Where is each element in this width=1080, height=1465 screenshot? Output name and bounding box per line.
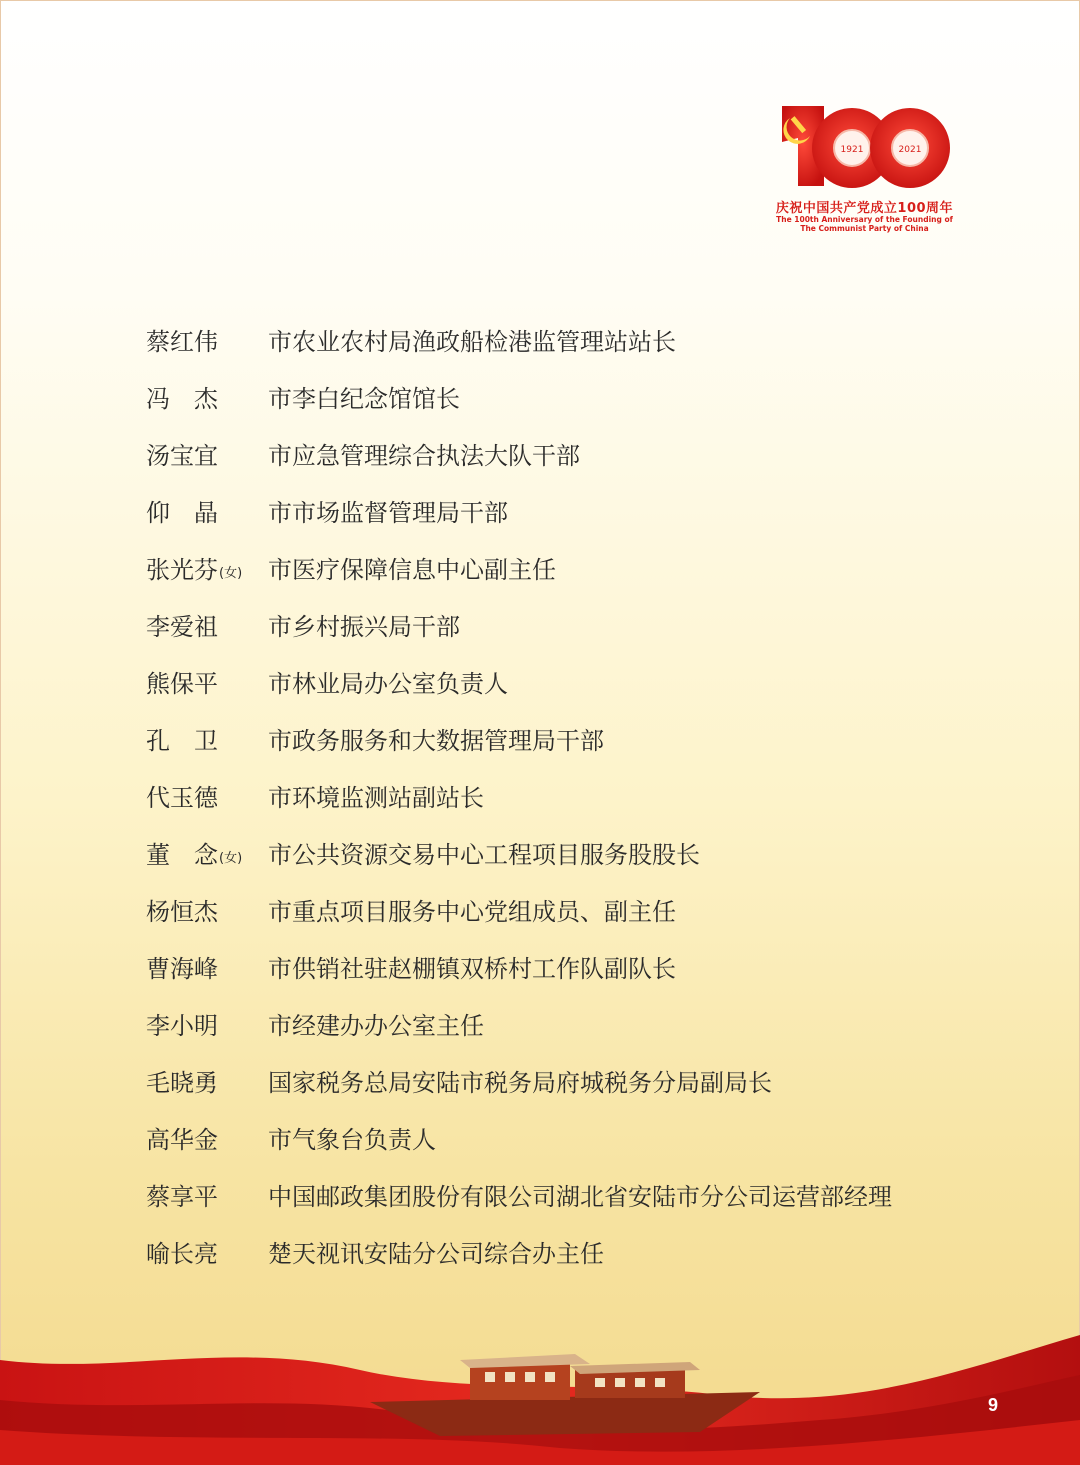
list-item	[146, 774, 1026, 831]
list-item	[146, 432, 1026, 489]
person-name-text: 曹海峰	[146, 955, 218, 983]
list-item	[146, 831, 1026, 888]
list-item	[146, 945, 1026, 1002]
list-item	[146, 660, 1026, 717]
logo-caption-en-1: The 100th Anniversary of the Founding of	[776, 215, 953, 225]
list-item	[146, 717, 1026, 774]
person-title: 国家税务总局安陆市税务局府城税务分局副局长	[268, 1069, 772, 1097]
roster-list	[146, 318, 1026, 1287]
person-name	[146, 1177, 218, 1212]
person-name	[146, 1234, 218, 1269]
person-name	[146, 835, 242, 870]
logo-caption-en-2: The Communist Party of China	[800, 223, 929, 233]
person-name	[146, 1063, 218, 1098]
list-item	[146, 1116, 1026, 1173]
person-title: 市乡村振兴局干部	[268, 613, 460, 641]
person-name	[146, 949, 218, 984]
list-item	[146, 318, 1026, 375]
person-title: 市政务服务和大数据管理局干部	[268, 727, 604, 755]
person-name-text: 冯 杰	[146, 385, 218, 413]
list-item	[146, 603, 1026, 660]
centenary-emblem-icon	[772, 98, 957, 198]
list-item	[146, 1059, 1026, 1116]
person-name	[146, 550, 242, 585]
person-name	[146, 607, 218, 642]
person-title: 市医疗保障信息中心副主任	[268, 556, 556, 584]
person-name-text: 董 念	[146, 841, 218, 869]
person-name	[146, 493, 218, 528]
person-name	[146, 322, 218, 357]
logo-year-2021: 2021	[898, 145, 922, 155]
person-name-text: 代玉德	[146, 784, 218, 812]
person-name-text: 高华金	[146, 1126, 218, 1154]
person-title: 市经建办办公室主任	[268, 1012, 484, 1040]
person-name-text: 蔡红伟	[146, 328, 218, 356]
person-name-text: 李小明	[146, 1012, 218, 1040]
person-title: 市重点项目服务中心党组成员、副主任	[268, 898, 676, 926]
list-item	[146, 375, 1026, 432]
list-item	[146, 1230, 1026, 1287]
person-title: 市农业农村局渔政船检港监管理站站长	[268, 328, 676, 356]
logo-caption-cn: 庆祝中国共产党成立100周年	[775, 201, 954, 216]
person-name	[146, 436, 218, 471]
list-item	[146, 546, 1026, 603]
person-title: 市公共资源交易中心工程项目服务股股长	[268, 841, 700, 869]
person-title: 市市场监督管理局干部	[268, 499, 508, 527]
person-name-text: 李爱祖	[146, 613, 218, 641]
list-item	[146, 1002, 1026, 1059]
list-item	[146, 489, 1026, 546]
person-title: 市林业局办公室负责人	[268, 670, 508, 698]
gender-note: (女)	[219, 851, 243, 866]
person-title: 楚天视讯安陆分公司综合办主任	[268, 1240, 604, 1268]
person-title: 市供销社驻赵棚镇双桥村工作队副队长	[268, 955, 676, 983]
person-title: 市李白纪念馆馆长	[268, 385, 460, 413]
person-title: 市气象台负责人	[268, 1126, 436, 1154]
person-name-text: 杨恒杰	[146, 898, 218, 926]
person-title: 市环境监测站副站长	[268, 784, 484, 812]
person-name-text: 熊保平	[146, 670, 218, 698]
person-name-text: 仰 晶	[146, 499, 218, 527]
person-name	[146, 379, 218, 414]
person-name	[146, 778, 218, 813]
person-name	[146, 721, 218, 756]
person-name-text: 张光芬	[146, 556, 218, 584]
person-title: 中国邮政集团股份有限公司湖北省安陆市分公司运营部经理	[268, 1183, 892, 1211]
list-item	[146, 888, 1026, 945]
person-title: 市应急管理综合执法大队干部	[268, 442, 580, 470]
logo-year-1921: 1921	[840, 145, 864, 155]
person-name	[146, 664, 218, 699]
person-name-text: 汤宝宜	[146, 442, 218, 470]
person-name-text: 蔡享平	[146, 1183, 218, 1211]
red-ribbon-decoration	[0, 1320, 1080, 1465]
person-name-text: 毛晓勇	[146, 1069, 218, 1097]
person-name	[146, 892, 218, 927]
gender-note: (女)	[219, 566, 243, 581]
centenary-logo	[772, 98, 957, 243]
page-number: 9	[987, 1395, 998, 1415]
list-item	[146, 1173, 1026, 1230]
person-name	[146, 1006, 218, 1041]
person-name	[146, 1120, 218, 1155]
person-name-text: 喻长亮	[146, 1240, 218, 1268]
person-name-text: 孔 卫	[146, 727, 218, 755]
